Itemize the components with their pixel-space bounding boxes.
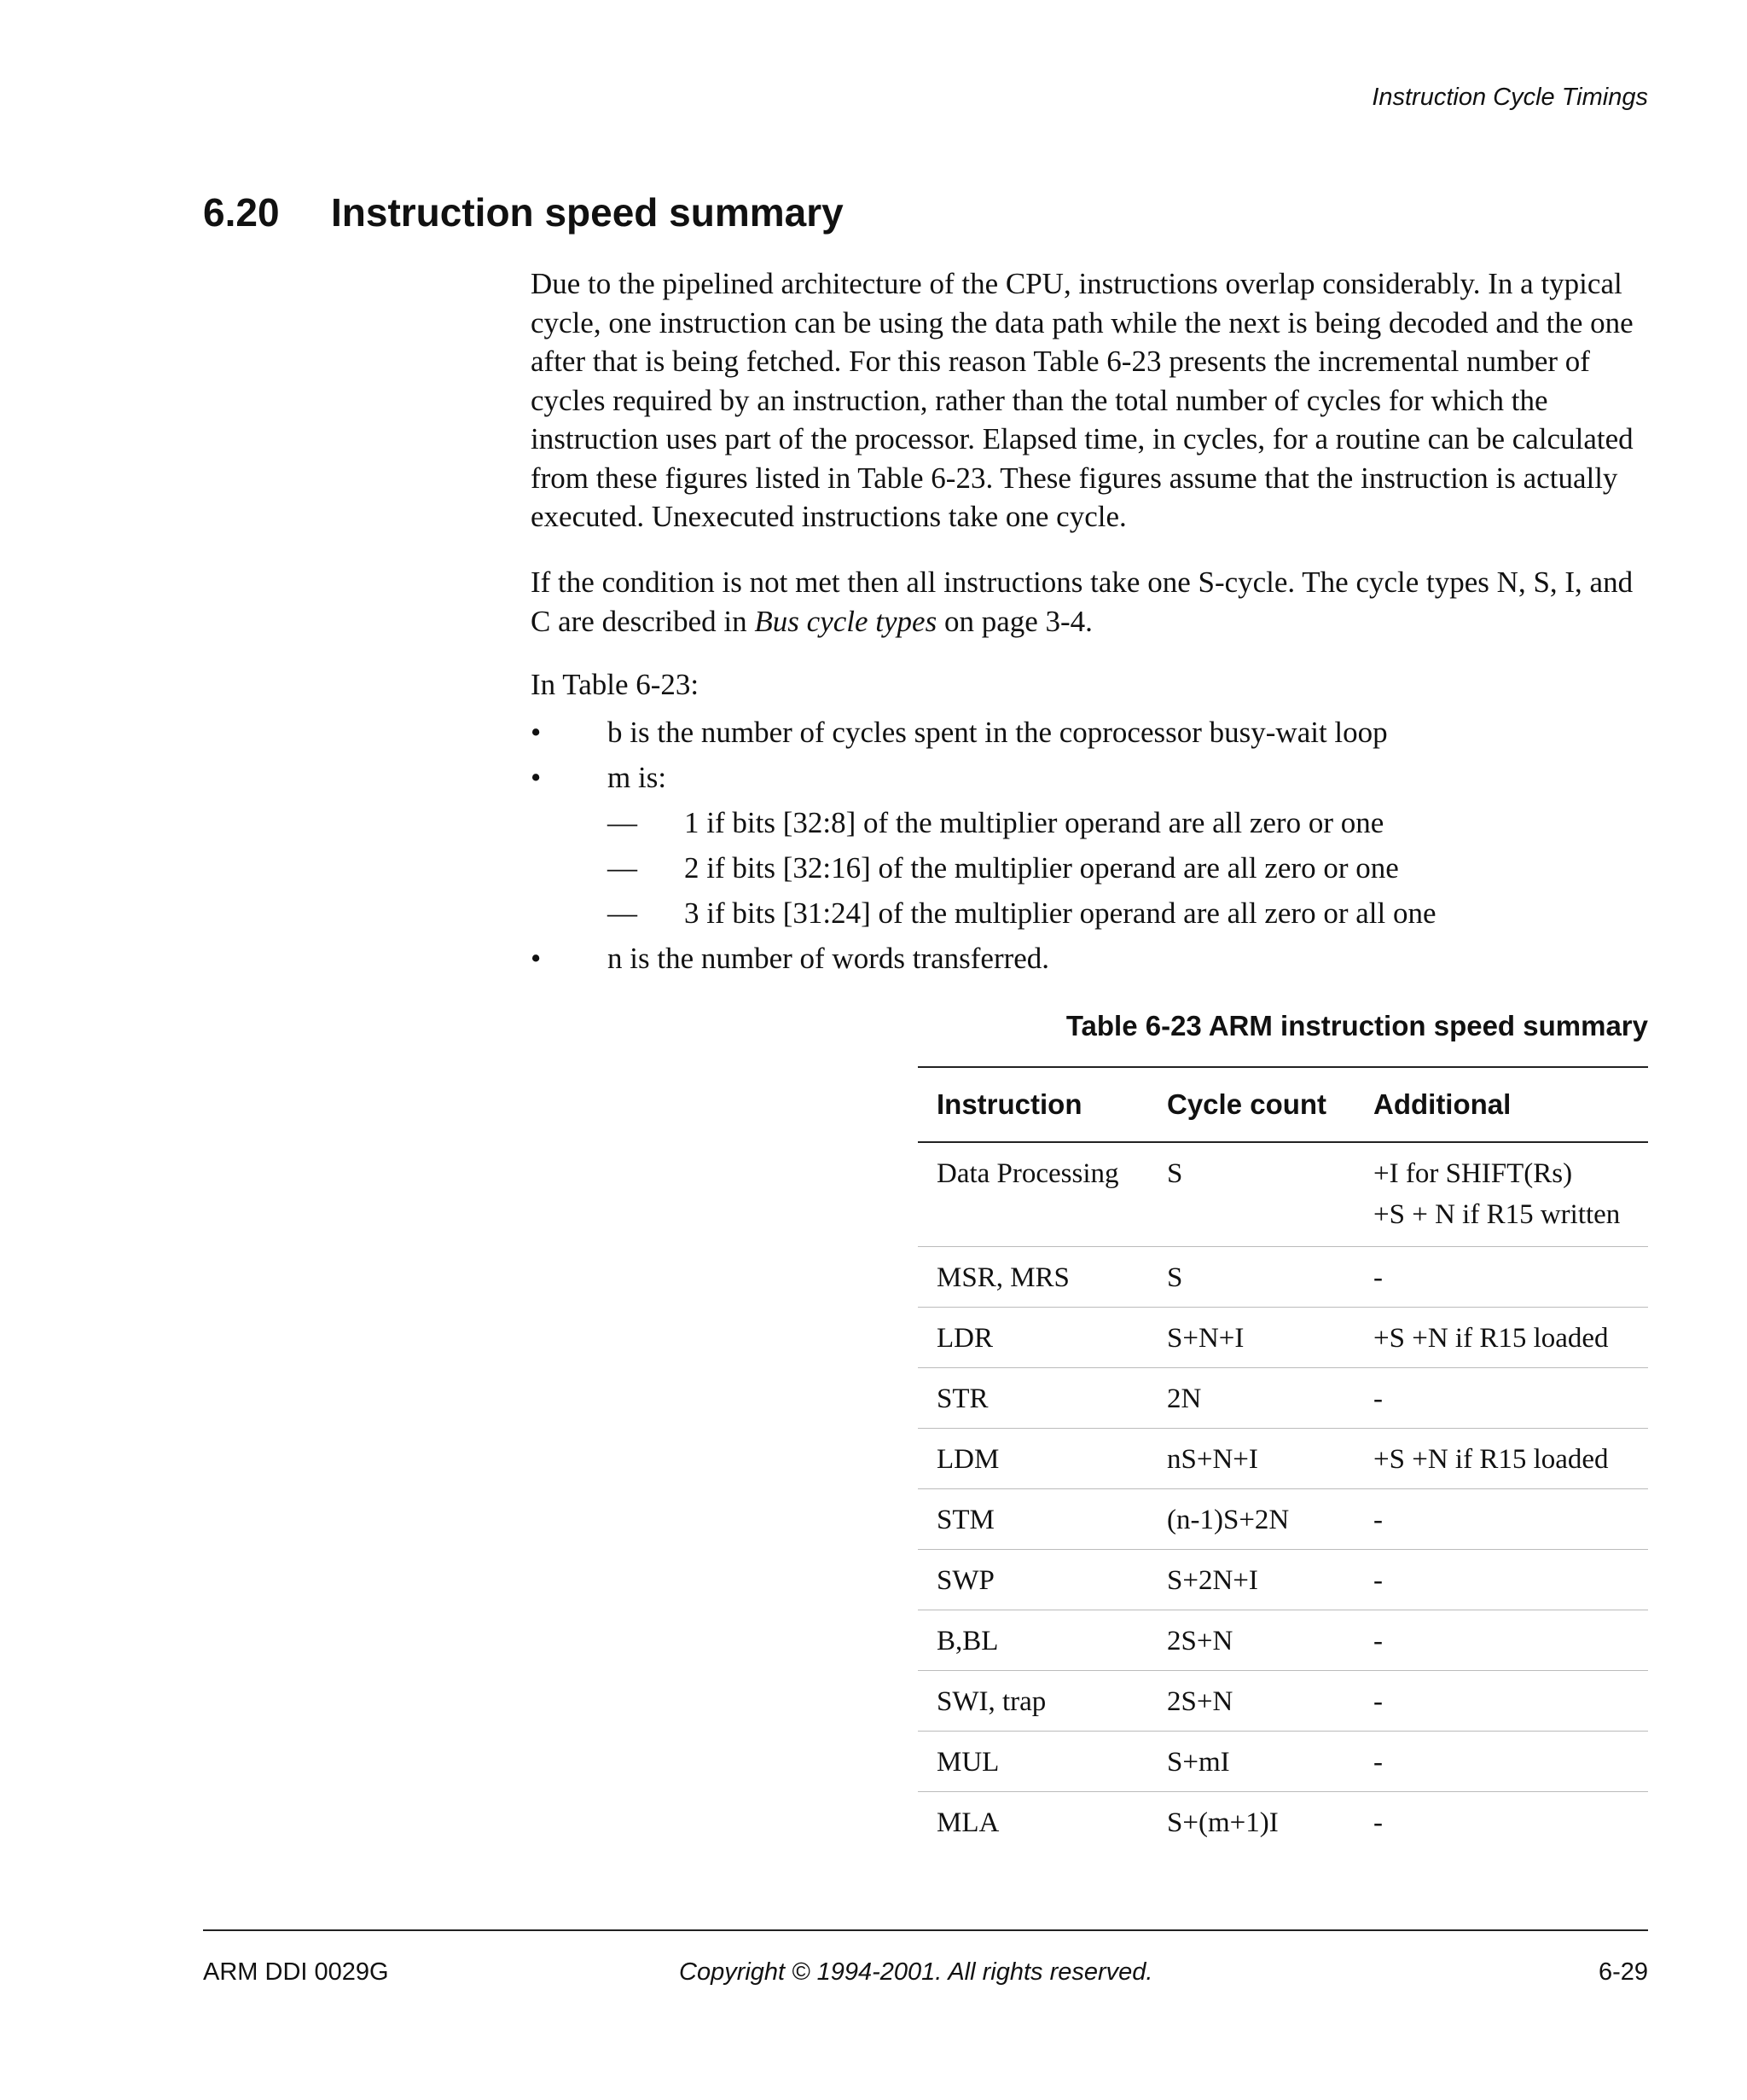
cell-instruction: LDM: [918, 1428, 1148, 1488]
dash-icon: —: [607, 896, 637, 930]
cell-instruction: LDR: [918, 1307, 1148, 1367]
cell-instruction: SWP: [918, 1549, 1148, 1610]
cell-instruction: MSR, MRS: [918, 1246, 1148, 1307]
cell-additional: +S +N if R15 loaded: [1355, 1307, 1648, 1367]
section-title: Instruction speed summary: [331, 190, 844, 235]
table-row: [918, 1367, 1648, 1428]
cell-cycle-count: S: [1148, 1142, 1355, 1246]
table-header-row: [918, 1067, 1648, 1142]
list-item: [531, 710, 1657, 755]
cell-cycle-count: nS+N+I: [1148, 1428, 1355, 1488]
table-row: [918, 1307, 1648, 1367]
cell-instruction: STM: [918, 1488, 1148, 1549]
section-heading: [203, 189, 844, 235]
cell-additional: -: [1355, 1670, 1648, 1731]
cell-additional: -: [1355, 1610, 1648, 1670]
paragraph-text: Due to the pipelined architecture of the CPU, instructions overlap considerably. In a typical cycle, one instruction can be using the data path while the next is being decoded and the one after that is being fetched. For this reason Table 6-23 presents the incremental number of cycles required by an instruction, rather than the total number of cycles for which the instruction uses part of the processor. Elapsed time, in cycles, for a routine can be calculated from these figures listed in Table 6-23. These figures assume that the instruction is actually executed. Unexecuted instructions take one cycle.: [531, 267, 1634, 533]
cell-cycle-count: S+mI: [1148, 1731, 1355, 1791]
cell-cycle-count: 2N: [1148, 1367, 1355, 1428]
dash-icon: —: [607, 806, 637, 839]
list-item-text: b is the number of cycles spent in the coprocessor busy-wait loop: [607, 716, 1388, 749]
footer-copyright: Copyright © 1994-2001. All rights reserved.: [679, 1958, 1153, 1986]
cell-additional: -: [1355, 1731, 1648, 1791]
table-row: [918, 1428, 1648, 1488]
table-row: [918, 1488, 1648, 1549]
bullet-icon: •: [531, 942, 542, 975]
sub-list-item: [531, 890, 1657, 936]
table-caption: Table 6-23 ARM instruction speed summary: [1065, 1010, 1648, 1041]
cell-additional-line: +S + N if R15 written: [1373, 1199, 1621, 1230]
column-header-additional: Additional: [1355, 1067, 1648, 1142]
intro-paragraph: [531, 264, 1657, 537]
list-item-text: m is:: [607, 761, 667, 794]
cell-cycle-count: S: [1148, 1246, 1355, 1307]
cell-additional: -: [1355, 1488, 1648, 1549]
paragraph-text: In Table 6-23:: [531, 668, 699, 701]
cell-instruction: Data Processing: [918, 1142, 1148, 1246]
cell-cycle-count: (n-1)S+2N: [1148, 1488, 1355, 1549]
footer-divider: [203, 1929, 1648, 1931]
column-header-cycle-count: Cycle count: [1148, 1067, 1355, 1142]
cell-additional-line: +I for SHIFT(Rs): [1373, 1158, 1573, 1189]
table-row: [918, 1731, 1648, 1791]
cell-instruction: MLA: [937, 1807, 1000, 1838]
speed-summary-table: [918, 1066, 1648, 1852]
cell-additional: -: [1355, 1367, 1648, 1428]
list-intro: [531, 665, 1657, 705]
cell-additional: [1355, 1142, 1648, 1246]
cell-additional: -: [1355, 1246, 1648, 1307]
table-row: [918, 1246, 1648, 1307]
table-row: [918, 1142, 1648, 1246]
running-header: Instruction Cycle Timings: [1372, 84, 1648, 111]
cell-cycle-count: S+2N+I: [1148, 1549, 1355, 1610]
cell-cycle-count: 2S+N: [1148, 1610, 1355, 1670]
cell-cycle-count: 2S+N: [1148, 1670, 1355, 1731]
bus-cycle-types-link[interactable]: Bus cycle types: [754, 604, 937, 638]
sub-list-item-text: 2 if bits [32:16] of the multiplier operand are all zero or one: [684, 851, 1399, 885]
table-row: [918, 1549, 1648, 1610]
cell-additional: +S +N if R15 loaded: [1355, 1428, 1648, 1488]
table-row: [918, 1670, 1648, 1731]
cell-cycle-count: S+(m+1)I: [1167, 1807, 1279, 1838]
dash-icon: —: [607, 851, 637, 885]
list-item-text: n is the number of words transferred.: [607, 942, 1050, 975]
cell-cycle-count: S+N+I: [1148, 1307, 1355, 1367]
condition-paragraph: [531, 563, 1657, 641]
bullet-icon: •: [531, 761, 542, 794]
paragraph-text: If the condition is not met then all instructions take one S-cycle. The cycle types N, S, I, and C are described in: [531, 566, 1634, 638]
cell-instruction: MUL: [918, 1731, 1148, 1791]
cell-instruction: STR: [918, 1367, 1148, 1428]
list-item: [531, 755, 1657, 800]
column-header-instruction: Instruction: [918, 1067, 1148, 1142]
cell-instruction: B,BL: [918, 1610, 1148, 1670]
cell-additional: -: [1373, 1807, 1383, 1838]
table-row: [918, 1791, 1648, 1852]
definition-list: [531, 710, 1657, 981]
footer-doc-id: ARM DDI 0029G: [203, 1958, 389, 1986]
sub-list-item: [531, 845, 1657, 890]
paragraph-text: on page 3-4.: [937, 604, 1093, 638]
sub-list-item-text: 3 if bits [31:24] of the multiplier operand are all zero or all one: [684, 896, 1436, 930]
sub-list-item-text: 1 if bits [32:8] of the multiplier operand are all zero or one: [684, 806, 1384, 839]
cell-instruction: SWI, trap: [918, 1670, 1148, 1731]
bullet-icon: •: [531, 716, 542, 749]
footer-page-number: 6-29: [1598, 1958, 1648, 1986]
table-row: [918, 1610, 1648, 1670]
section-number: 6.20: [203, 190, 280, 235]
sub-list-item: [531, 800, 1657, 845]
cell-additional: -: [1355, 1549, 1648, 1610]
list-item: [531, 936, 1657, 981]
